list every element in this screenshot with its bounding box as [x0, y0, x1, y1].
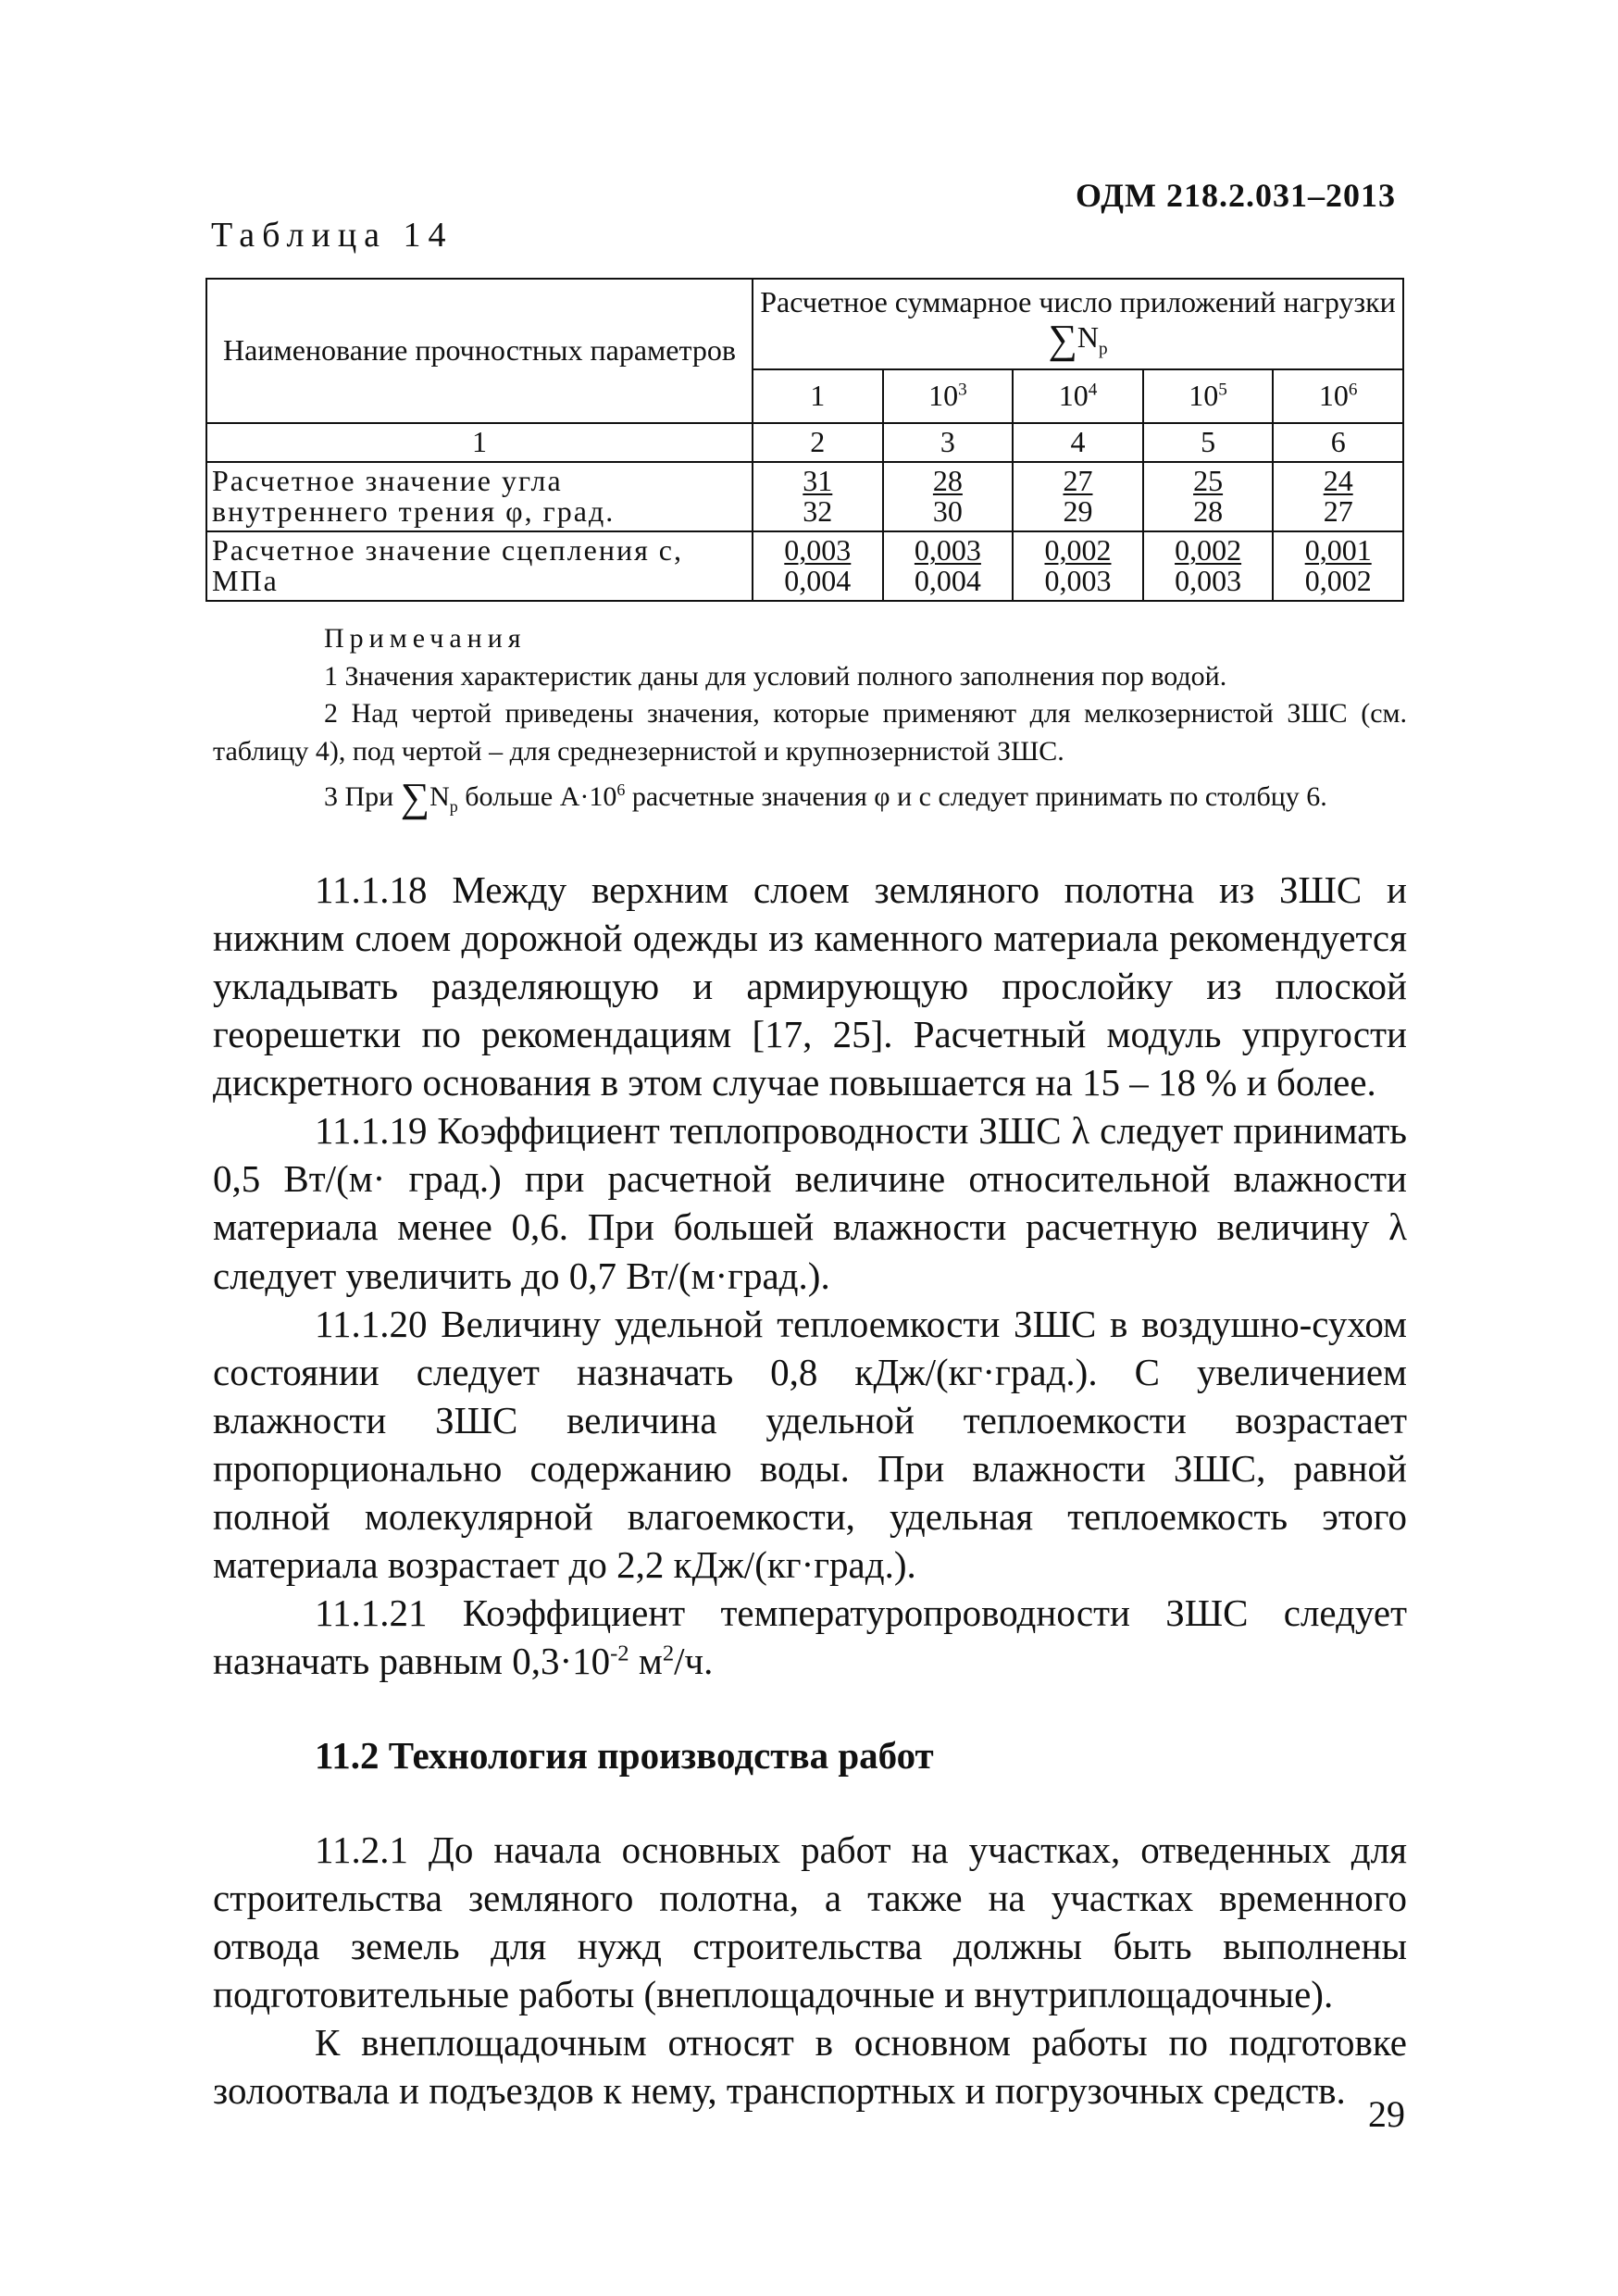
page-number: 29 [1368, 2093, 1405, 2135]
table-caption: Таблица 14 [211, 216, 454, 255]
column-numbers-row [206, 423, 1403, 462]
column-number: 5 [1143, 423, 1274, 462]
table-notes [213, 620, 1407, 825]
paragraph-11-1-21: 11.1.21 Коэффициент температуропроводности ЗШС следует назначать равным $0,3\cdot 10^{-2}$ $м^2/ч$. [213, 1591, 1407, 1682]
load-value-cell: $10^4$ [1013, 369, 1143, 423]
note-1: 1 Значения характеристик даны для условий полного заполнения пор водой. [324, 660, 1227, 692]
table-row [206, 531, 1403, 601]
section-heading: 11.2 Технология производства работ [315, 1734, 934, 1778]
column-number: 3 [883, 423, 1014, 462]
sum-icon: ∑ [400, 775, 430, 820]
column-number: 4 [1013, 423, 1143, 462]
group-header-cell: Расчетное суммарное число приложений нагрузки $\sum N_р$ [753, 279, 1403, 369]
body-text [213, 866, 1407, 2115]
note-3: 3 При $\sum N_р$ больше $А\cdot 10^6$ расчетные значения φ и с следует принимать по столбцу 6. [324, 775, 1327, 820]
column-number: 6 [1273, 423, 1403, 462]
sum-icon: ∑ [1048, 316, 1077, 362]
load-value-cell: $10^6$ [1273, 369, 1403, 423]
value-cell: 0,003 0,004 [883, 531, 1014, 601]
value-cell: 24 27 [1273, 462, 1403, 531]
paragraph-11-1-18: 11.1.18 Между верхним слоем земляного полотна из ЗШС и нижним слоем дорожной одежды из каменного материала рекомендуется укладывать разделяющую и армирующую прослойку из плоской георешетки по рекомендациям [17, 25]. Расчетный модуль упругости дискретного основания в этом случае повышается на 15 – 18 % и более. [213, 868, 1407, 1104]
paragraph-11-1-20: 11.1.20 Величину удельной теплоемкости ЗШС в воздушно-сухом состоянии следует назначать 0,8 кДж/(кг·град.). С увеличением влажности ЗШС величина удельной теплоемкости возрастает пропорционально содержанию воды. При влажности ЗШС, равной полной молекулярной влагоемкости, удельная теплоемкость этого материала возрастает до 2,2 кДж/(кг·град.). [213, 1302, 1407, 1586]
note-2: 2 Над чертой приведены значения, которые применяют для мелкозернистой ЗШС (см. таблицу 4), под чертой – для среднезернистой и крупнозернистой ЗШС. [213, 698, 1407, 767]
table-row [206, 462, 1403, 531]
paragraph-11-2-1: 11.2.1 До начала основных работ на участках, отведенных для строительства земляного полотна, а также на участках временного отвода земель для нужд строительства должны быть выполнены подготовительные работы (внеплощадочные и внутриплощадочные). [213, 1828, 1407, 2016]
value-cell: 0,003 0,004 [753, 531, 883, 601]
load-value-cell: 1 [753, 369, 883, 423]
value-cell: 25 28 [1143, 462, 1274, 531]
value-cell: 28 30 [883, 462, 1014, 531]
row-label: Расчетное значение угла внутреннего трения φ, град. [206, 462, 753, 531]
strength-parameters-table [205, 278, 1404, 602]
value-cell: 31 32 [753, 462, 883, 531]
value-cell: 27 29 [1013, 462, 1143, 531]
table-header-row [206, 279, 1403, 369]
value-cell: 0,002 0,003 [1143, 531, 1274, 601]
column-number: 2 [753, 423, 883, 462]
paragraph-offsite-works: К внеплощадочным относят в основном работы по подготовке золоотвала и подъездов к нему, транспортных и погрузочных средств. [213, 2021, 1407, 2113]
value-cell: 0,002 0,003 [1013, 531, 1143, 601]
column-number: 1 [206, 423, 753, 462]
load-value-cell: $10^3$ [883, 369, 1014, 423]
value-cell: 0,001 0,002 [1273, 531, 1403, 601]
notes-heading: Примечания [324, 623, 527, 654]
document-code: ОДМ 218.2.031–2013 [1076, 177, 1396, 214]
row-label: Расчетное значение сцепления с, МПа [206, 531, 753, 601]
load-value-cell: $10^5$ [1143, 369, 1274, 423]
param-header-cell: Наименование прочностных параметров [206, 279, 753, 423]
paragraph-11-1-19: 11.1.19 Коэффициент теплопроводности ЗШС λ следует принимать 0,5 Вт/(м· град.) при расчетной величине относительной влажности материала менее 0,6. При большей влажности расчетную величину λ следует увеличить до 0,7 Вт/(м·град.). [213, 1109, 1407, 1297]
